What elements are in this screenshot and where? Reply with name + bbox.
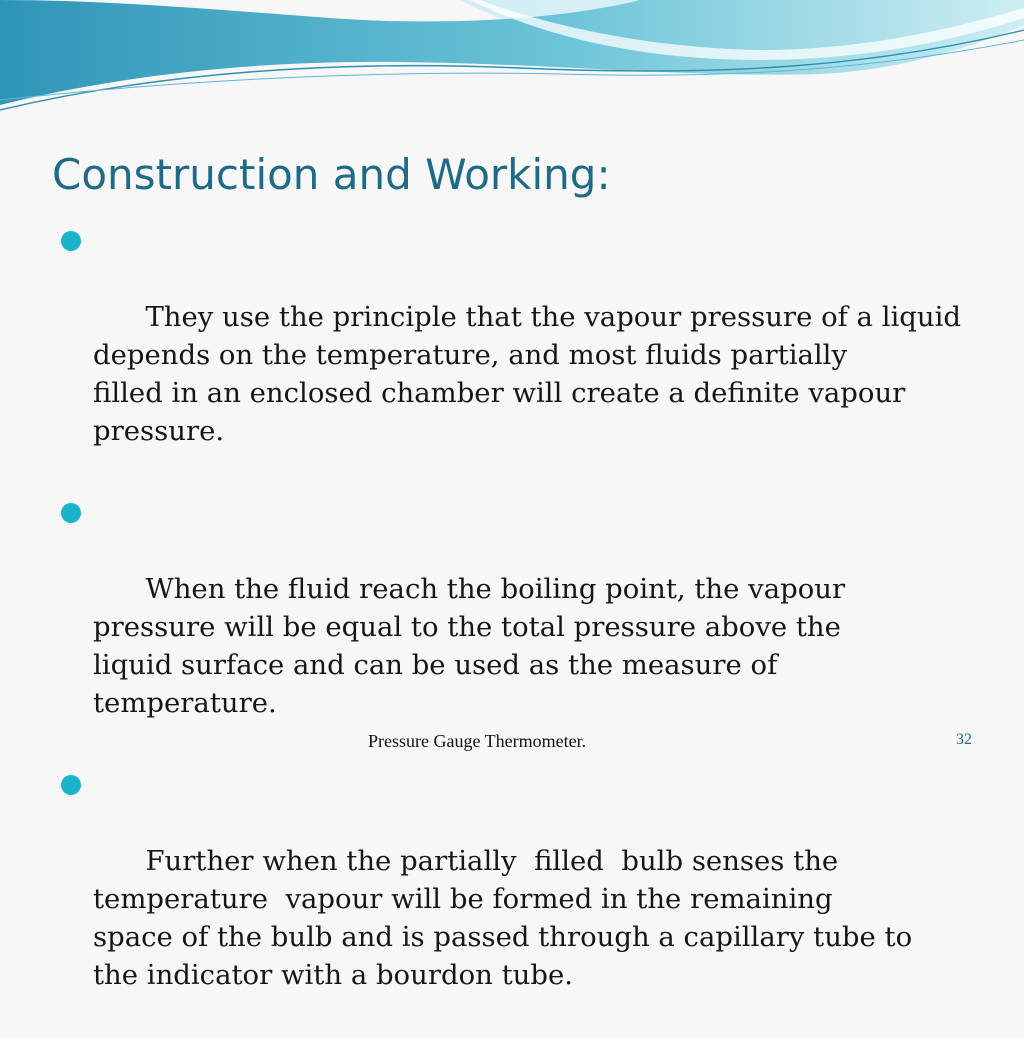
bullet-item bbox=[60, 494, 980, 760]
slide-title: Construction and Working: bbox=[52, 150, 611, 199]
bullet-dot-icon bbox=[61, 775, 81, 795]
bullet-item bbox=[60, 222, 980, 488]
bullet-text: When the fluid reach the boiling point, the vapour pressure will be equal to the total pressure above the liquid surface and can be used as the measure of temperature. bbox=[93, 573, 846, 719]
bullet-text: They use the principle that the vapour pressure of a liquid depends on the temperature, and most fluids partially filled in an enclosed chamber will create a definite vapour pressure. bbox=[93, 301, 961, 447]
bullet-text: Further when the partially filled bulb senses the temperature vapour will be formed in the remaining space of the bulb and is passed through a capillary tube to the indicator with a bourdon tube. bbox=[93, 845, 913, 991]
header-wave-decoration bbox=[0, 0, 1024, 130]
bullet-dot-icon bbox=[61, 231, 81, 251]
slide-footer: Pressure Gauge Thermometer. bbox=[368, 731, 587, 751]
bullet-item bbox=[60, 766, 980, 1032]
bullet-dot-icon bbox=[61, 503, 81, 523]
page-number: 32 bbox=[956, 731, 972, 748]
bullet-list bbox=[60, 222, 980, 1038]
